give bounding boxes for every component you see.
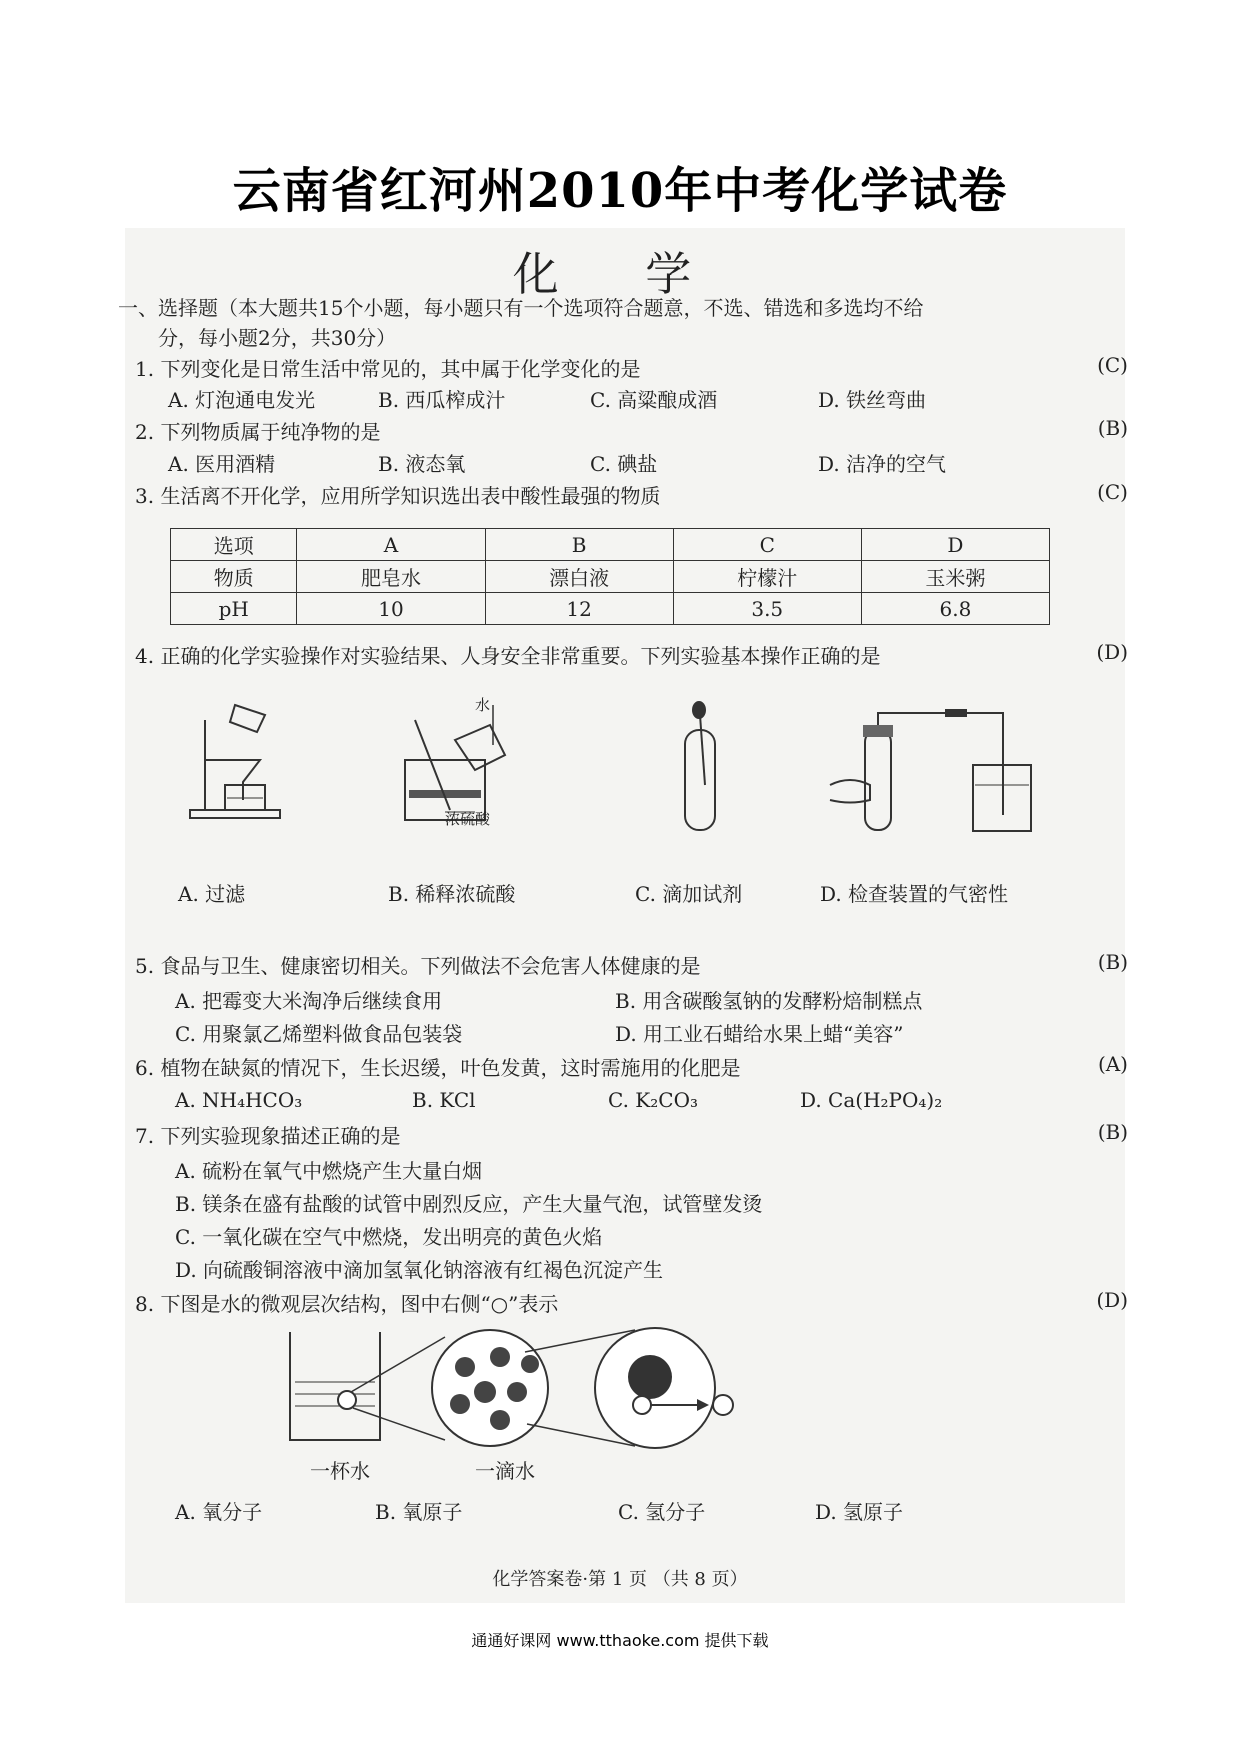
table-cell: 3.5 [673, 593, 861, 625]
q4-option-c: C. 滴加试剂 [635, 882, 743, 906]
q7-option-c: C. 一氧化碳在空气中燃烧，发出明亮的黄色火焰 [175, 1225, 603, 1249]
question-8-answer: (D) [1096, 1288, 1128, 1312]
q2-option-d: D. 洁净的空气 [818, 452, 947, 476]
question-1-stem: 1. 下列变化是日常生活中常见的，其中属于化学变化的是 [135, 357, 641, 381]
q1-option-c: C. 高粱酿成酒 [590, 388, 718, 412]
q8-option-c: C. 氢分子 [618, 1500, 706, 1524]
q7-option-a: A. 硫粉在氧气中燃烧产生大量白烟 [175, 1159, 483, 1183]
filtration-figure [185, 700, 295, 830]
table-row [171, 561, 1050, 593]
question-8-stem: 8. 下图是水的微观层次结构，图中右侧“○”表示 [135, 1292, 559, 1316]
q6-option-c: C. K₂CO₃ [608, 1088, 698, 1112]
table-cell: pH [171, 593, 297, 625]
table-cell: 12 [485, 593, 673, 625]
water-label: 水 [475, 696, 491, 714]
q6-option-d: D. Ca(H₂PO₄)₂ [800, 1088, 943, 1112]
table-cell: C [673, 529, 861, 561]
document-title: 云南省红河州2010年中考化学试卷 [232, 163, 1008, 219]
q4-option-d: D. 检查装置的气密性 [820, 882, 1009, 906]
cup-of-water-label: 一杯水 [310, 1459, 370, 1483]
q6-option-b: B. KCl [412, 1088, 476, 1112]
table-cell: 10 [297, 593, 485, 625]
table-cell: 选项 [171, 529, 297, 561]
question-4-stem: 4. 正确的化学实验操作对实验结果、人身安全非常重要。下列实验基本操作正确的是 [135, 644, 881, 668]
dropper-figure [665, 700, 735, 835]
page-footer: 化学答案卷·第 1 页 （共 8 页） [492, 1569, 748, 1590]
question-3-answer: (C) [1097, 480, 1128, 504]
q4-option-b: B. 稀释浓硫酸 [388, 882, 516, 906]
download-credit: 通通好课网 www.tthaoke.com 提供下载 [471, 1631, 769, 1650]
question-2-answer: (B) [1097, 416, 1128, 440]
question-7-stem: 7. 下列实验现象描述正确的是 [135, 1124, 401, 1148]
q6-option-a: A. NH₄HCO₃ [175, 1088, 303, 1112]
q1-option-b: B. 西瓜榨成汁 [378, 388, 506, 412]
q7-option-d: D. 向硫酸铜溶液中滴加氢氧化钠溶液有红褐色沉淀产生 [175, 1258, 664, 1282]
q5-option-c: C. 用聚氯乙烯塑料做食品包装袋 [175, 1022, 463, 1046]
table-cell: B [485, 529, 673, 561]
question-4-answer: (D) [1096, 640, 1128, 664]
section-heading: 一、选择题（本大题共15个小题，每小题只有一个选项符合题意，不选、错选和多选均不给 [118, 296, 924, 320]
table-cell: 漂白液 [485, 561, 673, 593]
table-cell: 柠檬汁 [673, 561, 861, 593]
q2-option-b: B. 液态氧 [378, 452, 466, 476]
table-cell: A [297, 529, 485, 561]
question-2-stem: 2. 下列物质属于纯净物的是 [135, 420, 381, 444]
question-5-answer: (B) [1097, 950, 1128, 974]
table-row [171, 593, 1050, 625]
q7-option-b: B. 镁条在盛有盐酸的试管中剧烈反应，产生大量气泡，试管壁发烫 [175, 1192, 763, 1216]
table-row [171, 529, 1050, 561]
q5-option-b: B. 用含碳酸氢钠的发酵粉焙制糕点 [615, 989, 923, 1013]
question-6-answer: (A) [1097, 1052, 1128, 1076]
section-heading-cont: 分，每小题2分，共30分） [158, 326, 397, 350]
airtightness-figure [825, 705, 1035, 835]
table-cell: 物质 [171, 561, 297, 593]
q4-option-a: A. 过滤 [178, 882, 246, 906]
water-structure-figure [285, 1322, 845, 1452]
ph-table [170, 528, 1050, 625]
question-5-stem: 5. 食品与卫生、健康密切相关。下列做法不会危害人体健康的是 [135, 954, 701, 978]
conc-acid-label: 浓硫酸 [445, 810, 491, 828]
drop-of-water-label: 一滴水 [475, 1459, 535, 1483]
q2-option-c: C. 碘盐 [590, 452, 658, 476]
table-cell: 肥皂水 [297, 561, 485, 593]
table-cell: 6.8 [861, 593, 1049, 625]
q8-option-a: A. 氧分子 [175, 1500, 263, 1524]
table-cell: 玉米粥 [861, 561, 1049, 593]
q1-option-a: A. 灯泡通电发光 [168, 388, 316, 412]
subject-heading: 化 学 [512, 247, 728, 301]
q5-option-d: D. 用工业石蜡给水果上蜡“美容” [615, 1022, 904, 1046]
question-7-answer: (B) [1097, 1120, 1128, 1144]
q8-option-d: D. 氢原子 [815, 1500, 904, 1524]
q8-option-b: B. 氧原子 [375, 1500, 463, 1524]
question-3-stem: 3. 生活离不开化学，应用所学知识选出表中酸性最强的物质 [135, 484, 661, 508]
question-1-answer: (C) [1097, 353, 1128, 377]
q1-option-d: D. 铁丝弯曲 [818, 388, 927, 412]
q5-option-a: A. 把霉变大米淘净后继续食用 [175, 989, 443, 1013]
q2-option-a: A. 医用酒精 [168, 452, 276, 476]
question-6-stem: 6. 植物在缺氮的情况下，生长迟缓，叶色发黄，这时需施用的化肥是 [135, 1056, 741, 1080]
table-cell: D [861, 529, 1049, 561]
